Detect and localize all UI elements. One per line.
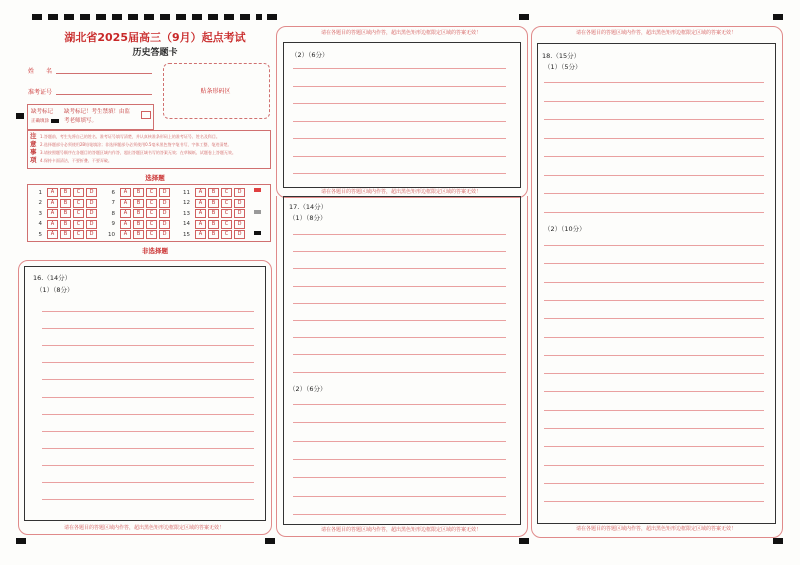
absent-checkbox[interactable] (141, 111, 151, 119)
choice-option-c[interactable]: C (73, 230, 84, 239)
q17-answer-line[interactable] (293, 320, 506, 321)
timing-swatch-black (254, 231, 261, 235)
choice-option-a[interactable]: A (195, 209, 206, 218)
q17-answer-line[interactable] (293, 372, 506, 373)
choice-option-c[interactable]: C (221, 230, 232, 239)
choice-option-c[interactable]: C (146, 209, 157, 218)
timing-mark (16, 113, 24, 119)
absent-note: 缺考标记！考生禁填！由监考老师填写。 (64, 109, 131, 124)
choice-number: 14 (183, 221, 190, 228)
q16-cont-top-notice: 请在各题目的答题区域内作答，超出黑色矩形边框限定区域的答案无效！ (320, 30, 481, 36)
q16-bottom-notice: 请在各题目的答题区域内作答，超出黑色矩形边框限定区域的答案无效！ (63, 525, 224, 531)
notes-text (40, 133, 266, 165)
q18-answer-line[interactable] (544, 175, 764, 176)
q17-part2-answer-line[interactable] (293, 459, 506, 460)
choice-option-c[interactable]: C (73, 188, 84, 197)
q18-answer-line[interactable] (544, 193, 764, 194)
q18-title: 18.（15分） (542, 52, 581, 60)
q17-part2-answer-line[interactable] (293, 514, 506, 515)
timing-swatch-red (254, 188, 261, 192)
choice-option-d[interactable]: D (234, 220, 245, 229)
choice-section-title: 选择题 (145, 174, 165, 182)
choice-row-2 (33, 199, 99, 208)
choice-option-d[interactable]: D (234, 230, 245, 239)
choice-option-b[interactable]: B (133, 209, 144, 218)
q17-answer-line[interactable] (293, 303, 506, 304)
q16-cont-answer-line[interactable] (293, 156, 506, 157)
q18-bottom-notice: 请在各题目的答题区域内作答，超出黑色矩形边框限定区域的答案无效！ (575, 526, 736, 532)
q18-answer-line[interactable] (544, 101, 764, 102)
q17-answer-line[interactable] (293, 337, 506, 338)
choice-row-8 (106, 209, 172, 218)
choice-number: 4 (38, 221, 42, 228)
notes-line: 1.答题前，考生先将自己的姓名、准考证号填写清楚，并认真核准条形码上的准考证号、姓名及科目。 (40, 134, 220, 139)
choice-row-12 (181, 199, 247, 208)
q16-cont-answer-line[interactable] (293, 121, 506, 122)
choice-option-d[interactable]: D (159, 220, 170, 229)
q17-part2-answer-line[interactable] (293, 477, 506, 478)
choice-option-a[interactable]: A (195, 220, 206, 229)
timing-mark (112, 14, 122, 20)
choice-option-b[interactable]: B (60, 220, 71, 229)
q18-part2-answer-line[interactable] (544, 501, 764, 502)
choice-option-d[interactable]: D (234, 188, 245, 197)
q17-part2: （2）（6分） (289, 385, 327, 393)
choice-option-b[interactable]: B (208, 188, 219, 197)
q17-answer-line[interactable] (293, 354, 506, 355)
choice-option-c[interactable]: C (221, 188, 232, 197)
choice-number: 10 (108, 231, 115, 238)
q17-part2-answer-line[interactable] (293, 422, 506, 423)
choice-option-d[interactable]: D (234, 199, 245, 208)
choice-option-b[interactable]: B (208, 220, 219, 229)
q16-answer-line[interactable] (42, 465, 254, 466)
name-field[interactable] (56, 73, 152, 74)
q17-part2-answer-line[interactable] (293, 441, 506, 442)
choice-option-d[interactable]: D (234, 209, 245, 218)
choice-option-c[interactable]: C (146, 199, 157, 208)
timing-mark (16, 538, 26, 544)
q17-panel (276, 196, 528, 537)
timing-mark (519, 538, 529, 544)
choice-row-11 (181, 188, 247, 197)
sample-label: 正确填涂 (31, 119, 49, 124)
notes-line: 2.选择题部分必须使用2B铅笔填涂；非选择题部分必须使用0.5毫米黑色签字笔书写，字体工整、笔迹清楚。 (40, 142, 232, 147)
choice-option-c[interactable]: C (146, 230, 157, 239)
timing-mark (176, 14, 186, 20)
choice-option-a[interactable]: A (120, 220, 131, 229)
choice-number: 15 (183, 231, 190, 238)
choice-option-a[interactable]: A (195, 188, 206, 197)
choice-number: 3 (38, 210, 42, 217)
choice-option-a[interactable]: A (47, 220, 58, 229)
choice-option-d[interactable]: D (86, 220, 97, 229)
q18-part2-answer-line[interactable] (544, 337, 764, 338)
timing-mark (773, 14, 783, 20)
q17-part2-answer-line[interactable] (293, 404, 506, 405)
timing-mark (224, 14, 234, 20)
q16-answer-line[interactable] (42, 431, 254, 432)
choice-option-d[interactable]: D (159, 230, 170, 239)
q16-answer-line[interactable] (42, 379, 254, 380)
q18-part2-answer-line[interactable] (544, 245, 764, 246)
choice-row-6 (106, 188, 172, 197)
absent-label: 缺考标记 (31, 109, 54, 115)
q18-answer-line[interactable] (544, 82, 764, 83)
choice-option-b[interactable]: B (133, 188, 144, 197)
q16-answer-line[interactable] (42, 397, 254, 398)
timing-mark (64, 14, 74, 20)
timing-mark (240, 14, 250, 20)
choice-option-d[interactable]: D (159, 188, 170, 197)
timing-mark (80, 14, 90, 20)
choice-option-c[interactable]: C (146, 188, 157, 197)
choice-number: 6 (111, 189, 115, 196)
q16-title: 16.（14分） (33, 274, 72, 282)
q18-part2-answer-line[interactable] (544, 391, 764, 392)
name-label: 姓 名 (28, 68, 53, 75)
choice-option-c[interactable]: C (73, 199, 84, 208)
choice-option-b[interactable]: B (60, 188, 71, 197)
exam-no-field[interactable] (56, 94, 152, 95)
choice-option-a[interactable]: A (120, 230, 131, 239)
timing-mark (48, 14, 58, 20)
choice-option-b[interactable]: B (133, 230, 144, 239)
timing-mark (96, 14, 106, 20)
q18-part2: （2）（10分） (544, 225, 586, 233)
choice-number: 13 (183, 210, 190, 217)
q18-part2-answer-line[interactable] (544, 355, 764, 356)
choice-number: 5 (38, 231, 42, 238)
timing-mark (267, 14, 277, 20)
choice-option-b[interactable]: B (133, 199, 144, 208)
choice-option-b[interactable]: B (208, 199, 219, 208)
q18-part1: （1）（5分） (544, 63, 582, 71)
timing-mark (256, 14, 262, 20)
choice-option-c[interactable]: C (73, 209, 84, 218)
timing-mark (144, 14, 154, 20)
q18-part2-answer-line[interactable] (544, 483, 764, 484)
q16-cont-answer-line[interactable] (293, 86, 506, 87)
q18-answer-line[interactable] (544, 156, 764, 157)
choice-row-9 (106, 220, 172, 229)
nonchoice-section-title: 非选择题 (142, 247, 168, 255)
q16-cont-answer-line[interactable] (293, 173, 506, 174)
q17-bottom-notice: 请在各题目的答题区域内作答，超出黑色矩形边框限定区域的答案无效！ (320, 527, 481, 533)
q17-answer-line[interactable] (293, 268, 506, 269)
q17-answer-line[interactable] (293, 251, 506, 252)
choice-option-a[interactable]: A (120, 209, 131, 218)
choice-option-a[interactable]: A (47, 230, 58, 239)
q16-cont-answer-line[interactable] (293, 138, 506, 139)
q18-part2-answer-line[interactable] (544, 300, 764, 301)
q16-answer-line[interactable] (42, 311, 254, 312)
choice-row-4 (33, 220, 99, 229)
q17-title: 17.（14分） (289, 203, 328, 211)
q16-answer-line[interactable] (42, 499, 254, 500)
choice-option-b[interactable]: B (133, 220, 144, 229)
q17-answer-line[interactable] (293, 234, 506, 235)
timing-mark (128, 14, 138, 20)
q16-cont-answer-line[interactable] (293, 68, 506, 69)
sample-filled-mark (51, 119, 59, 123)
choice-option-d[interactable]: D (86, 209, 97, 218)
page-title: 湖北省2025届高三（9月）起点考试 (64, 31, 246, 44)
choice-row-3 (33, 209, 99, 218)
choice-option-c[interactable]: C (221, 199, 232, 208)
q18-answer-line[interactable] (544, 212, 764, 213)
choice-option-a[interactable]: A (47, 188, 58, 197)
choice-row-7 (106, 199, 172, 208)
q18-part2-answer-line[interactable] (544, 428, 764, 429)
q18-top-notice: 请在各题目的答题区域内作答，超出黑色矩形边框限定区域的答案无效！ (575, 30, 736, 36)
choice-option-c[interactable]: C (221, 209, 232, 218)
q18-part2-answer-line[interactable] (544, 318, 764, 319)
choice-number: 8 (111, 210, 115, 217)
timing-mark (160, 14, 170, 20)
q18-part2-answer-line[interactable] (544, 282, 764, 283)
choice-number: 1 (38, 189, 42, 196)
timing-mark (773, 538, 783, 544)
choice-option-a[interactable]: A (195, 230, 206, 239)
q18-part2-answer-line[interactable] (544, 465, 764, 466)
q16-answer-line[interactable] (42, 482, 254, 483)
q18-part2-answer-line[interactable] (544, 410, 764, 411)
choice-option-a[interactable]: A (47, 199, 58, 208)
q17-top-notice: 请在各题目的答题区域内作答，超出黑色矩形边框限定区域的答案无效！ (320, 189, 481, 195)
q18-part2-answer-line[interactable] (544, 263, 764, 264)
choice-row-14 (181, 220, 247, 229)
q18-answer-box[interactable] (537, 43, 776, 524)
timing-mark (208, 14, 218, 20)
choice-number: 7 (111, 200, 115, 207)
q16-answer-line[interactable] (42, 414, 254, 415)
q16-answer-line[interactable] (42, 362, 254, 363)
choice-option-b[interactable]: B (208, 209, 219, 218)
choice-number: 12 (183, 200, 190, 207)
q18-part2-answer-line[interactable] (544, 373, 764, 374)
choice-option-c[interactable]: C (146, 220, 157, 229)
q16-answer-line[interactable] (42, 345, 254, 346)
choice-row-5 (33, 230, 99, 239)
q16-answer-line[interactable] (42, 448, 254, 449)
timing-mark (519, 14, 529, 20)
q16-cont-answer-line[interactable] (293, 103, 506, 104)
choice-number: 11 (183, 189, 190, 196)
choice-row-10 (106, 230, 172, 239)
q16-cont-answer-box[interactable] (283, 42, 521, 188)
q16-part2: （2）（6分） (291, 51, 329, 59)
choice-option-a[interactable]: A (120, 199, 131, 208)
choice-option-d[interactable]: D (159, 199, 170, 208)
q16-part1: （1）（8分） (36, 286, 74, 294)
choice-option-b[interactable]: B (60, 209, 71, 218)
q18-answer-line[interactable] (544, 138, 764, 139)
barcode-label: 贴条形码区 (200, 88, 231, 95)
choice-option-c[interactable]: C (73, 220, 84, 229)
timing-mark (192, 14, 202, 20)
choice-row-1 (33, 188, 99, 197)
choice-option-b[interactable]: B (60, 199, 71, 208)
choice-number: 2 (38, 200, 42, 207)
notes-line: 3.请按照题号顺序在各题目的答题区域内作答，超出答题区域书写的答案无效；在草稿纸、试题卷上答题无效。 (40, 150, 236, 155)
notes-label: 注意事项 (30, 132, 37, 164)
exam-no-label: 准考证号 (28, 89, 53, 96)
choice-option-d[interactable]: D (86, 199, 97, 208)
q18-part2-answer-line[interactable] (544, 446, 764, 447)
notes-line: 4.保持卡面清洁，不要折叠、不要弄破。 (40, 158, 112, 163)
choice-option-a[interactable]: A (195, 199, 206, 208)
q17-part2-answer-line[interactable] (293, 496, 506, 497)
choice-option-d[interactable]: D (86, 230, 97, 239)
timing-mark (32, 14, 42, 20)
choice-option-b[interactable]: B (60, 230, 71, 239)
q17-part1: （1）（8分） (289, 214, 327, 222)
choice-option-c[interactable]: C (221, 220, 232, 229)
choice-option-a[interactable]: A (120, 188, 131, 197)
timing-swatch-gray (254, 210, 261, 214)
q18-answer-line[interactable] (544, 119, 764, 120)
q16-answer-line[interactable] (42, 328, 254, 329)
choice-row-15 (181, 230, 247, 239)
choice-number: 9 (111, 221, 115, 228)
page-subtitle: 历史答题卡 (132, 48, 178, 58)
choice-option-d[interactable]: D (159, 209, 170, 218)
timing-mark (265, 538, 275, 544)
choice-option-b[interactable]: B (208, 230, 219, 239)
choice-option-a[interactable]: A (47, 209, 58, 218)
q17-answer-line[interactable] (293, 286, 506, 287)
choice-row-13 (181, 209, 247, 218)
choice-option-d[interactable]: D (86, 188, 97, 197)
